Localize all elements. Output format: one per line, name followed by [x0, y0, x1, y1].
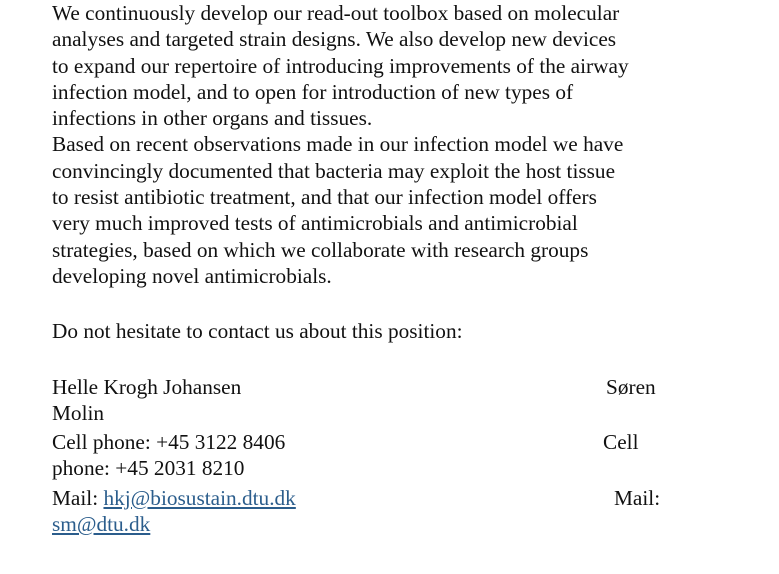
contacts-block	[52, 374, 692, 538]
mail-label: Mail:	[52, 485, 104, 510]
paragraph-antibiotics	[52, 131, 692, 289]
text-line: Based on recent observations made in our infection model we have	[52, 132, 624, 157]
spacer	[52, 289, 692, 318]
email-link-soren[interactable]: sm@dtu.dk	[52, 512, 151, 537]
text-line: analyses and targeted strain designs. We also develop new devices	[52, 27, 617, 52]
contact-name-helle: Helle Krogh Johansen	[52, 374, 242, 399]
phone-helle: Cell phone: +45 3122 8406	[52, 430, 286, 455]
contact-name-wrap: Molin	[52, 400, 105, 425]
text-line: to resist antibiotic treatment, and that our infection model offers	[52, 185, 597, 210]
text-line: strategies, based on which we collaborate with research groups	[52, 237, 589, 262]
contact-mail-row	[52, 485, 692, 511]
text-line: to expand our repertoire of introducing improvements of the airway	[52, 53, 629, 78]
contact-intro: Do not hesitate to contact us about this position:	[52, 319, 463, 344]
phone-soren-label: Cell	[603, 430, 639, 455]
contact-mail-wrap	[52, 511, 692, 537]
mail-label-soren: Mail:	[614, 485, 661, 510]
text-line: developing novel antimicrobials.	[52, 263, 332, 288]
spacer	[52, 345, 692, 374]
text-line: infection model, and to open for introduction of new types of	[52, 79, 574, 104]
text-line: We continuously develop our read-out toolbox based on molecular	[52, 1, 620, 25]
text-line: infections in other organs and tissues.	[52, 106, 373, 131]
paragraph-toolbox	[52, 0, 692, 131]
email-link-helle[interactable]: hkj@biosustain.dtu.dk	[103, 485, 296, 510]
contact-name-row	[52, 374, 692, 400]
text-line: very much improved tests of antimicrobials and antimicrobial	[52, 211, 578, 236]
document-body	[52, 0, 692, 537]
contact-name-soren: Søren	[606, 374, 656, 399]
contact-phone-row	[52, 429, 692, 455]
phone-soren-number: phone: +45 2031 8210	[52, 456, 245, 481]
text-line: convincingly documented that bacteria may exploit the host tissue	[52, 158, 616, 183]
